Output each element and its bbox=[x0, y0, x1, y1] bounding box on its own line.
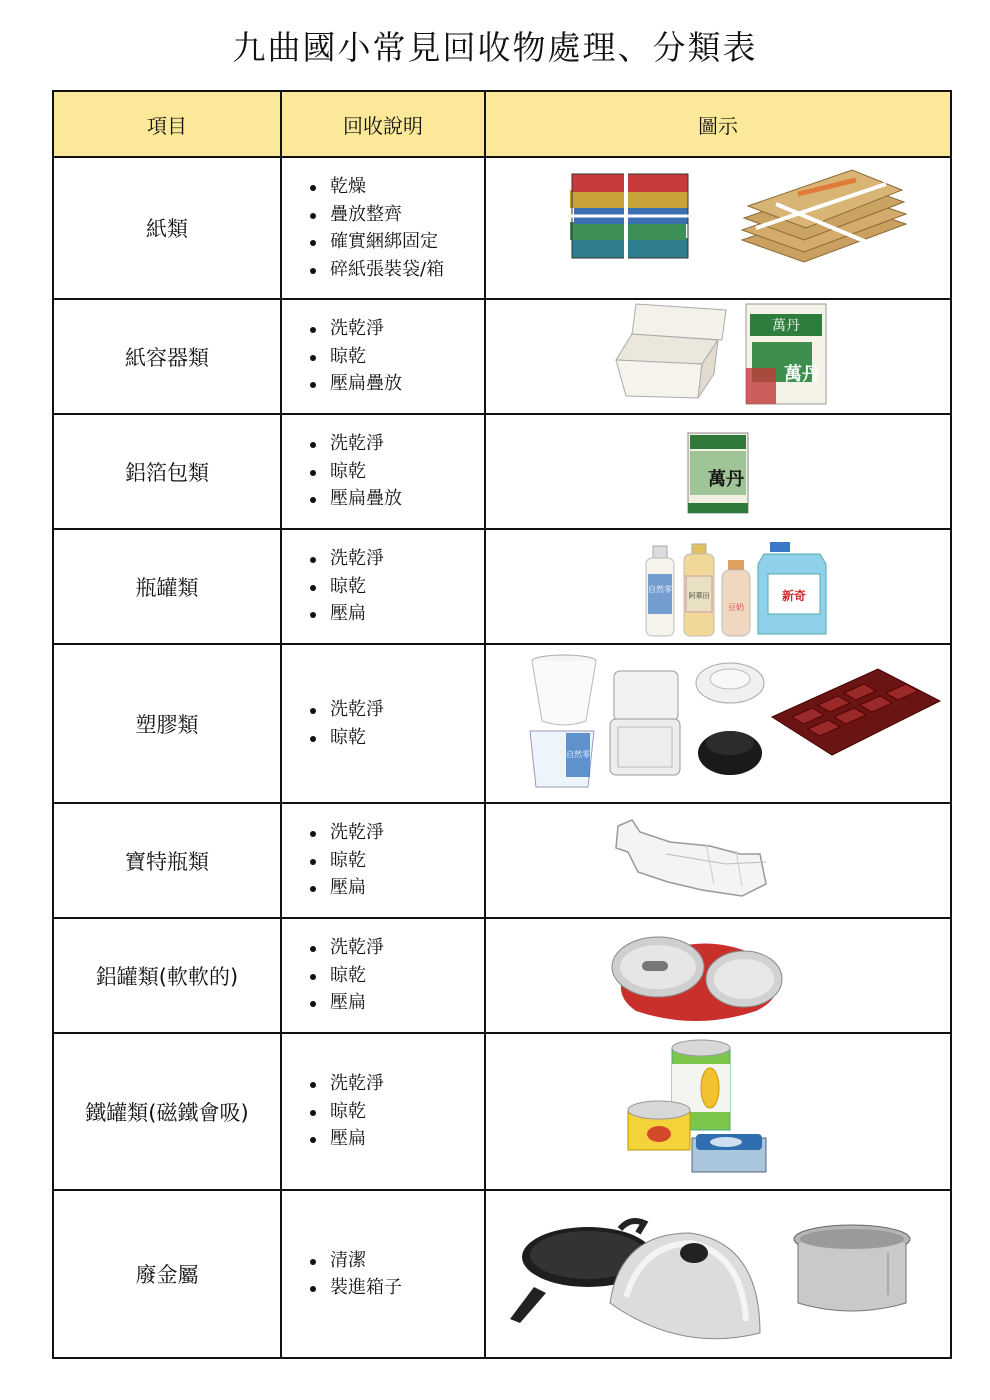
row-notes bbox=[281, 1033, 485, 1190]
row-item: 瓶罐類 bbox=[53, 529, 281, 644]
row-illustration bbox=[485, 299, 951, 414]
row-item: 廢金屬 bbox=[53, 1190, 281, 1358]
note-item: 洗乾淨 bbox=[330, 819, 484, 847]
table-row bbox=[53, 644, 951, 803]
crab-can-icon bbox=[628, 1101, 690, 1150]
table-row bbox=[53, 414, 951, 529]
yogurt-cup-icon bbox=[530, 731, 594, 787]
note-item: 乾燥 bbox=[330, 173, 484, 201]
detergent-jug-icon bbox=[758, 542, 826, 634]
header-notes: 回收說明 bbox=[281, 91, 485, 157]
rice-pot-icon bbox=[794, 1225, 910, 1311]
table-row bbox=[53, 157, 951, 299]
row-item: 鐵罐類(磁鐵會吸) bbox=[53, 1033, 281, 1190]
note-item: 晾乾 bbox=[330, 724, 484, 752]
milk-brand-big-text: 萬丹 bbox=[784, 364, 820, 385]
carton-brand-text: 萬丹 bbox=[708, 469, 744, 490]
note-item: 洗乾淨 bbox=[330, 1070, 484, 1098]
note-item: 清潔 bbox=[330, 1247, 484, 1275]
note-item: 壓扁 bbox=[330, 989, 484, 1017]
note-item: 洗乾淨 bbox=[330, 545, 484, 573]
tray-icon bbox=[772, 669, 940, 755]
row-notes bbox=[281, 803, 485, 918]
note-item: 晾乾 bbox=[330, 573, 484, 601]
row-notes bbox=[281, 529, 485, 644]
plastic-cup-icon bbox=[532, 655, 596, 725]
lid-icon bbox=[696, 663, 764, 775]
note-item: 洗乾淨 bbox=[330, 430, 484, 458]
drink-label-1: 自然零 bbox=[648, 585, 672, 594]
note-item: 晾乾 bbox=[330, 962, 484, 990]
detergent-brand: 新奇 bbox=[781, 589, 807, 603]
table-header-row bbox=[53, 91, 951, 157]
note-item: 晾乾 bbox=[330, 343, 484, 371]
row-item: 鋁罐類(軟軟的) bbox=[53, 918, 281, 1033]
row-item: 寶特瓶類 bbox=[53, 803, 281, 918]
milk-brand-text: 萬丹 bbox=[772, 318, 800, 334]
note-item: 壓扁 bbox=[330, 874, 484, 902]
note-item: 疊放整齊 bbox=[330, 201, 484, 229]
row-item: 塑膠類 bbox=[53, 644, 281, 803]
table-row bbox=[53, 803, 951, 918]
paper-box-icon bbox=[616, 304, 726, 398]
note-item: 晾乾 bbox=[330, 458, 484, 486]
cardboard-stack-icon bbox=[742, 170, 906, 262]
page-title: 九曲國小常見回收物處理、分類表 bbox=[232, 28, 758, 67]
note-item: 碎紙張裝袋/箱 bbox=[330, 256, 484, 284]
row-item: 紙類 bbox=[53, 157, 281, 299]
recycling-table bbox=[52, 90, 952, 1359]
note-item: 壓扁 bbox=[330, 1125, 484, 1153]
row-item: 紙容器類 bbox=[53, 299, 281, 414]
row-illustration bbox=[485, 529, 951, 644]
table-row bbox=[53, 1190, 951, 1358]
note-item: 確實綑綁固定 bbox=[330, 228, 484, 256]
note-item: 壓扁疊放 bbox=[330, 370, 484, 398]
drink-label-2: 阿華田 bbox=[688, 592, 710, 600]
bottles-icon bbox=[646, 544, 750, 636]
table-row bbox=[53, 529, 951, 644]
note-item: 晾乾 bbox=[330, 847, 484, 875]
milk-carton-icon bbox=[746, 304, 826, 404]
note-item: 壓扁 bbox=[330, 600, 484, 628]
note-item: 洗乾淨 bbox=[330, 696, 484, 724]
drink-carton-icon bbox=[688, 433, 748, 513]
clamshell-box-icon bbox=[610, 671, 680, 775]
row-illustration bbox=[485, 803, 951, 918]
row-illustration bbox=[485, 1033, 951, 1190]
table-row bbox=[53, 918, 951, 1033]
note-item: 晾乾 bbox=[330, 1098, 484, 1126]
row-notes bbox=[281, 157, 485, 299]
note-item: 洗乾淨 bbox=[330, 934, 484, 962]
crushed-pet-bottle-icon bbox=[616, 820, 766, 896]
row-notes bbox=[281, 644, 485, 803]
row-illustration bbox=[485, 644, 951, 803]
row-illustration bbox=[485, 157, 951, 299]
yogurt-label: 自然零 bbox=[566, 750, 590, 759]
table-row bbox=[53, 299, 951, 414]
row-notes bbox=[281, 1190, 485, 1358]
row-item: 鋁箔包類 bbox=[53, 414, 281, 529]
header-item: 項目 bbox=[53, 91, 281, 157]
note-item: 裝進箱子 bbox=[330, 1274, 484, 1302]
row-notes bbox=[281, 414, 485, 529]
header-illustration: 圖示 bbox=[485, 91, 951, 157]
row-notes bbox=[281, 918, 485, 1033]
row-notes bbox=[281, 299, 485, 414]
row-illustration bbox=[485, 414, 951, 529]
table-row bbox=[53, 1033, 951, 1190]
row-illustration bbox=[485, 1190, 951, 1358]
row-illustration bbox=[485, 918, 951, 1033]
note-item: 壓扁疊放 bbox=[330, 485, 484, 513]
fish-can-icon bbox=[692, 1134, 766, 1172]
note-item: 洗乾淨 bbox=[330, 315, 484, 343]
crushed-aluminum-can-icon bbox=[612, 937, 782, 1021]
book-stack-icon bbox=[570, 172, 690, 260]
drink-label-3: 豆奶 bbox=[728, 603, 744, 612]
